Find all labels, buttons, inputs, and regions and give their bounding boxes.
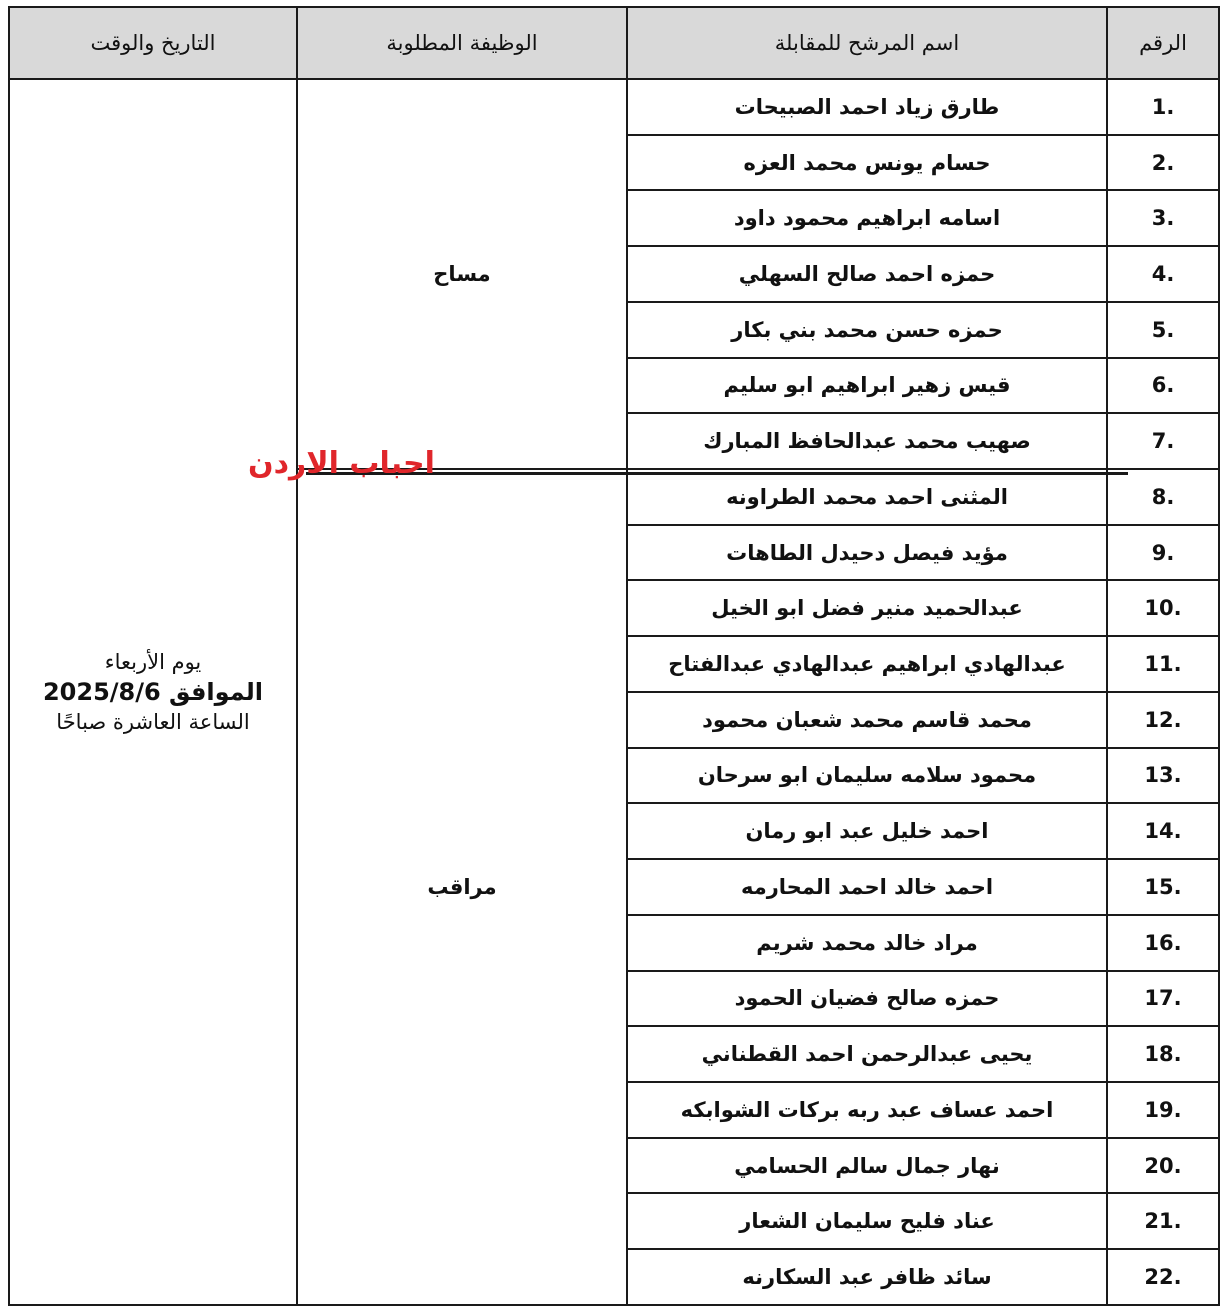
row-number: .2 [1107,135,1219,191]
row-number: .10 [1107,580,1219,636]
candidate-name: حسام يونس محمد العزه [627,135,1107,191]
interview-datetime [9,79,297,1305]
candidate-name: محمد قاسم محمد شعبان محمود [627,692,1107,748]
row-number: .8 [1107,469,1219,525]
datetime-time: الساعة العاشرة صباحًا [56,710,250,734]
datetime-day: يوم الأربعاء [104,650,202,674]
row-number: .5 [1107,302,1219,358]
job-supervisor: مراقب [297,469,627,1305]
table-body [9,79,1219,1305]
row-number: .1 [1107,79,1219,135]
row-number: .15 [1107,859,1219,915]
job-surveyor: مساح [297,79,627,469]
candidate-name: نهار جمال سالم الحسامي [627,1138,1107,1194]
row-number: .17 [1107,971,1219,1027]
candidate-name: احمد خليل عبد ابو رمان [627,803,1107,859]
candidate-name: طارق زياد احمد الصبيحات [627,79,1107,135]
candidate-name: حمزه صالح فضيان الحمود [627,971,1107,1027]
candidate-name: مراد خالد محمد شريم [627,915,1107,971]
row-number: .4 [1107,246,1219,302]
candidate-name: قيس زهير ابراهيم ابو سليم [627,358,1107,414]
row-number: .11 [1107,636,1219,692]
candidate-name: حمزه حسن محمد بني بكار [627,302,1107,358]
candidates-sheet [8,6,1218,1306]
row-number: .9 [1107,525,1219,581]
candidate-name: احمد عساف عبد ربه بركات الشوابكه [627,1082,1107,1138]
candidate-name: سائد ظافر عبد السكارنه [627,1249,1107,1305]
watermark-text: احباب الاردن [248,446,435,481]
row-number: .21 [1107,1193,1219,1249]
candidate-name: احمد خالد احمد المحارمه [627,859,1107,915]
row-number: .6 [1107,358,1219,414]
row-number: .3 [1107,190,1219,246]
datetime-date: الموافق 2025/8/6 [42,678,264,706]
header-row [9,7,1219,79]
row-number: .18 [1107,1026,1219,1082]
row-number: .16 [1107,915,1219,971]
candidate-name: المثنى احمد محمد الطراونه [627,469,1107,525]
interview-table [8,6,1220,1306]
candidate-name: حمزه احمد صالح السهلي [627,246,1107,302]
candidate-name: يحيى عبدالرحمن احمد القطناني [627,1026,1107,1082]
candidate-name: مؤيد فيصل دحيدل الطاهات [627,525,1107,581]
header-candidate-name: اسم المرشح للمقابلة [627,7,1107,79]
candidate-name: صهيب محمد عبدالحافظ المبارك [627,413,1107,469]
candidate-name: عناد فليح سليمان الشعار [627,1193,1107,1249]
table-row [9,79,1219,135]
header-number: الرقم [1107,7,1219,79]
row-number: .12 [1107,692,1219,748]
row-number: .14 [1107,803,1219,859]
candidate-name: اسامه ابراهيم محمود داود [627,190,1107,246]
row-number: .20 [1107,1138,1219,1194]
header-job: الوظيفة المطلوبة [297,7,627,79]
candidate-name: عبدالهادي ابراهيم عبدالهادي عبدالفتاح [627,636,1107,692]
row-number: .13 [1107,748,1219,804]
row-number: .19 [1107,1082,1219,1138]
candidate-name: عبدالحميد منير فضل ابو الخيل [627,580,1107,636]
row-number: .7 [1107,413,1219,469]
header-datetime: التاريخ والوقت [9,7,297,79]
candidate-name: محمود سلامه سليمان ابو سرحان [627,748,1107,804]
row-number: .22 [1107,1249,1219,1305]
